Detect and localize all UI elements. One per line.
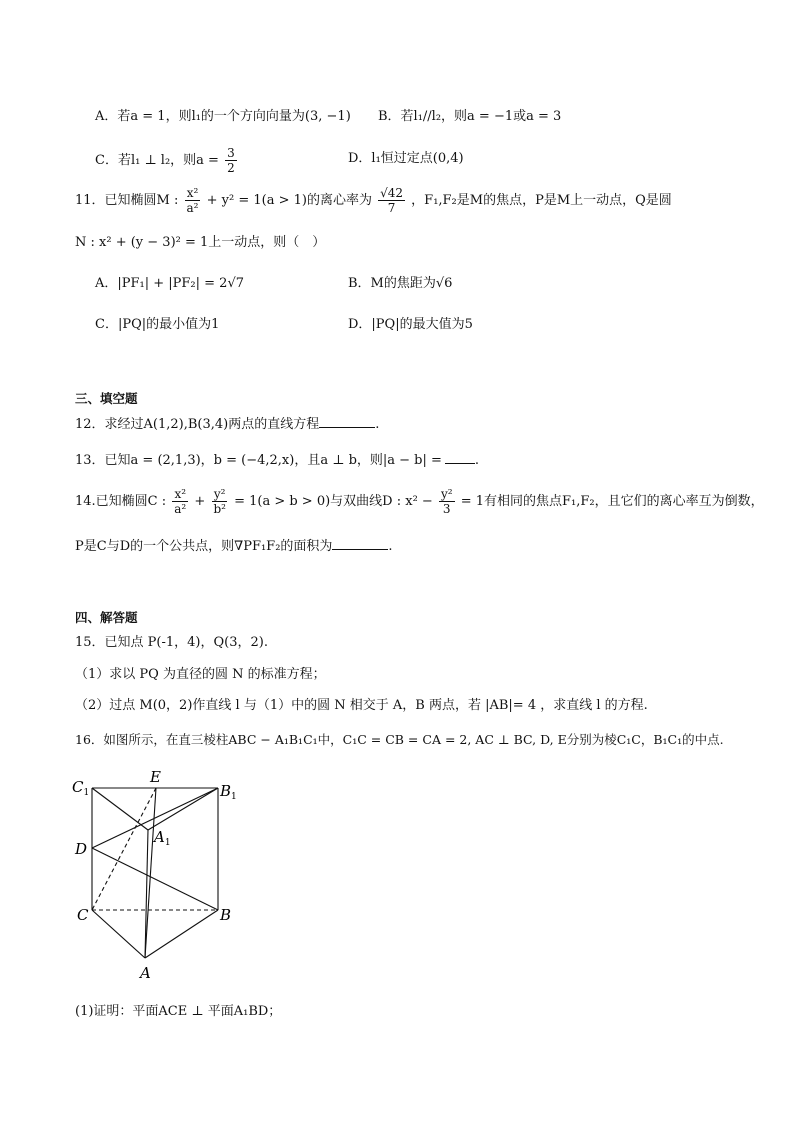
prism-figure <box>70 768 270 988</box>
q15-part1: （1）求以 PQ 为直径的圆 N 的标准方程； <box>75 667 326 682</box>
q16-part1: (1)证明：平面ACE ⊥ 平面A₁BD； <box>75 1004 282 1019</box>
label-b1: $B_1$ <box>220 782 237 802</box>
q10-option-d: D．l₁恒过定点(0,4) <box>348 151 464 166</box>
q14-pre: 14.已知椭圆C : <box>75 494 167 509</box>
q12-text: 12．求经过A(1,2),B(3,4)两点的直线方程 <box>75 417 320 432</box>
q10-option-a: A．若a = 1，则l₁的一个方向向量为(3, −1) <box>95 109 351 124</box>
q10-option-c <box>95 146 239 175</box>
q10-option-c-num: 3 <box>227 146 235 160</box>
q14-line2 <box>75 537 393 556</box>
q13-text: 13．已知a = (2,1,3)，b = (−4,2,x)，且a ⊥ b，则|a − b| = <box>75 453 442 468</box>
q11-stem-mid: + y² = 1(a > 1)的离心率为 <box>206 193 372 208</box>
label-c1: $C_1$ <box>72 778 90 798</box>
q13 <box>75 451 479 470</box>
q14-ellipse-x-den: a² <box>174 502 187 516</box>
q14-answer-blank <box>332 537 388 550</box>
q10-option-c-den: 2 <box>227 161 235 175</box>
q11-option-a: A．|PF₁| + |PF₂| = 2√7 <box>95 276 245 291</box>
q14-mid2: = 1有相同的焦点F₁,F₂，且它们的离心率互为倒数， <box>460 494 764 509</box>
q12-answer-blank <box>319 415 375 428</box>
q14-period: . <box>388 539 393 554</box>
q11-ecc-fraction <box>378 186 405 215</box>
edge-c1-a1 <box>92 788 148 830</box>
q10-option-b: B．若l₁//l₂，则a = −1或a = 3 <box>378 109 562 124</box>
edge-c-a <box>92 910 145 958</box>
q14-hyperbola-fraction <box>439 487 455 516</box>
q11-ellipse-fraction <box>185 186 201 215</box>
q14-ellipse-y-num: y² <box>213 487 226 501</box>
q14-ellipse-x-fraction <box>172 487 188 516</box>
q11-stem-line2: N : x² + (y − 3)² = 1上一动点，则（ ） <box>75 235 326 250</box>
q15-part2-abs: |AB|= 4 <box>485 698 537 713</box>
q11-stem-post: ，F₁,F₂是M的焦点，P是M上一动点，Q是圆 <box>411 193 672 208</box>
label-b: B <box>220 906 232 924</box>
segment-d-b <box>92 848 218 910</box>
q15-part2-post: ，求直线 l 的方程. <box>540 698 648 713</box>
label-e: E <box>150 768 161 786</box>
label-d: D <box>75 840 88 858</box>
q13-answer-blank <box>445 451 475 464</box>
q15-part2-pre: （2）过点 M(0，2)作直线 l 与（1）中的圆 N 相交于 A，B 两点，若 <box>75 698 481 713</box>
q11-ecc-num: √42 <box>380 186 404 200</box>
q11-ellipse-den: a² <box>186 201 199 215</box>
q11-stem-line1 <box>75 186 672 215</box>
q11-option-c: C．|PQ|的最小值为1 <box>95 317 220 332</box>
q10-option-c-fraction <box>225 146 237 175</box>
q12 <box>75 415 379 434</box>
section-3-heading: 三、填空题 <box>75 391 138 406</box>
section-4-heading: 四、解答题 <box>75 610 138 625</box>
q10-option-c-text: C．若l₁ ⊥ l₂，则a = <box>95 153 219 168</box>
q15-stem: 15．已知点 P(-1，4)，Q(3，2). <box>75 635 268 650</box>
q14-hyperbola-num: y² <box>440 487 453 501</box>
q14-ellipse-x-num: x² <box>174 487 187 501</box>
q15-part2 <box>75 697 648 715</box>
edge-b1-a1 <box>148 788 218 830</box>
q14-ellipse-y-fraction <box>211 487 228 516</box>
label-a: A <box>140 964 151 982</box>
q14-mid1: = 1(a > b > 0)与双曲线D : x² − <box>234 494 433 509</box>
label-c: C <box>77 906 89 924</box>
q14-line1 <box>75 487 764 516</box>
label-a1: $A_1$ <box>154 828 171 848</box>
q14-hyperbola-den: 3 <box>442 502 451 516</box>
q14-line2-text: P是C与D的一个公共点，则∇PF₁F₂的面积为 <box>75 539 333 554</box>
q12-period: . <box>375 417 380 432</box>
q11-ecc-den: 7 <box>387 201 396 215</box>
q14-plus: + <box>194 494 206 509</box>
q11-stem-pre: 11．已知椭圆M : <box>75 193 179 208</box>
q13-period: . <box>474 453 480 468</box>
q16-stem: 16．如图所示，在直三棱柱ABC − A₁B₁C₁中，C₁C = CB = CA = 2, AC ⊥ BC, D, E分别为棱C₁C，B₁C₁的中点. <box>75 732 724 747</box>
edge-a-b <box>145 910 218 958</box>
q11-option-d: D．|PQ|的最大值为5 <box>348 317 473 332</box>
q14-ellipse-y-den: b² <box>213 502 226 516</box>
q11-ellipse-num: x² <box>186 186 199 200</box>
q11-option-b: B．M的焦距为√6 <box>348 276 453 291</box>
